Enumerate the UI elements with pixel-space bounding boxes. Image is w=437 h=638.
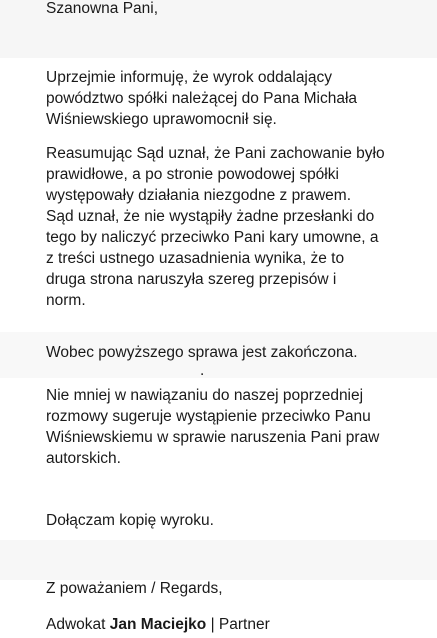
paragraph-line: Nie mniej w nawiązaniu do naszej poprzedniej: [46, 387, 364, 404]
email-closing: Z poważaniem / Regards,: [46, 580, 223, 597]
signature-suffix: | Partner: [210, 616, 270, 633]
paragraph-line: autorskich.: [46, 450, 121, 467]
paragraph-line: Sąd uznał, że nie wystąpiły żadne przesłanki do: [46, 208, 375, 225]
paragraph-line: rozmowy sugeruje wystąpienie przeciwko Panu: [46, 408, 371, 425]
paragraph-line: Wiśniewskiemu w sprawie naruszenia Pani praw: [46, 429, 380, 446]
paragraph-line: prawidłowe, a po stronie powodowej spółki: [46, 166, 339, 183]
paragraph-attachment-note: Dołączam kopię wyroku.: [46, 512, 214, 529]
paragraph-line: Reasumując Sąd uznał, że Pani zachowanie było: [46, 145, 385, 162]
email-greeting: Szanowna Pani,: [46, 0, 159, 17]
paragraph-case-closed: Wobec powyższego sprawa jest zakończona.: [46, 344, 358, 361]
background-band-bottom: [0, 540, 437, 580]
signature-prefix: Adwokat: [46, 616, 106, 633]
paragraph-verdict-final: [46, 67, 431, 130]
paragraph-line: norm.: [46, 292, 86, 309]
paragraph-summary: [46, 143, 431, 311]
paragraph-line: druga strona naruszyła szereg przepisów i: [46, 271, 337, 288]
paragraph-line: Wiśniewskiego uprawomocnił się.: [46, 111, 277, 128]
paragraph-copyright-suggestion: [46, 385, 431, 469]
paragraph-line: tego by naliczyć przeciwko Pani kary umowne, a: [46, 229, 379, 246]
paragraph-line: z treści ustnego uzasadnienia wynika, że to: [46, 250, 345, 267]
separator-dot: .: [200, 362, 205, 379]
paragraph-line: Uprzejmie informuję, że wyrok oddalający: [46, 69, 333, 86]
paragraph-line: powództwo spółki należącej do Pana Michała: [46, 90, 358, 107]
email-signature: [46, 614, 431, 635]
signature-name: Jan Maciejko: [109, 616, 207, 633]
paragraph-line: występowały działania niezgodne z prawem.: [46, 187, 351, 204]
